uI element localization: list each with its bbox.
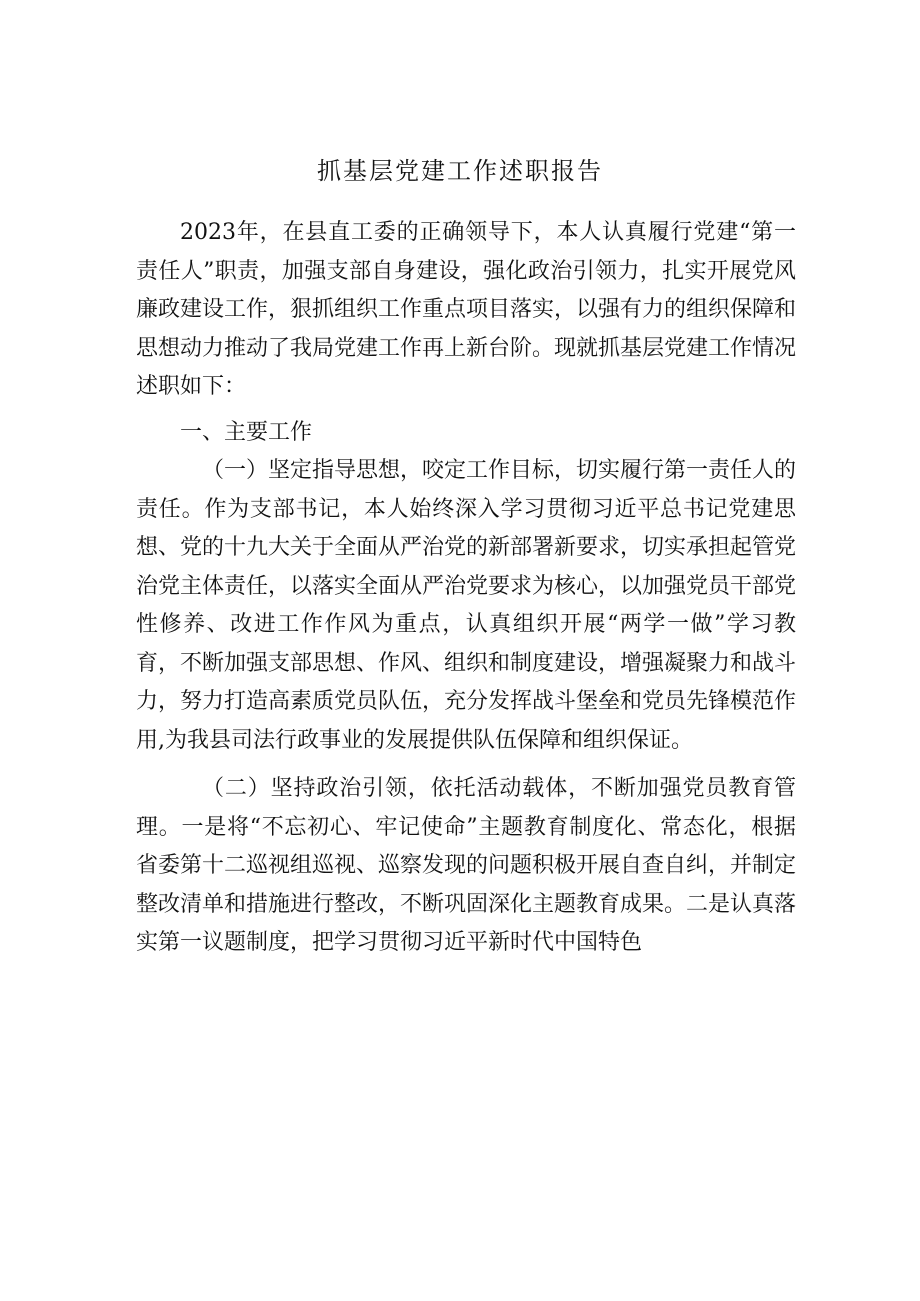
item-2-paragraph: （二）坚持政治引领，依托活动载体，不断加强党员教育管理。一是将“不忘初心、牢记使命”主题教育制度化、常态化，根据省委第十二巡视组巡视、巡察发现的问题积极开展自查自纠，并制定整改清单和措施进行整改，不断巩固深化主题教育成果。二是认真落实第一议题制度，把学习贯彻习近平新时代中国特色 (136, 776, 797, 955)
spacer (136, 760, 796, 770)
item-1-paragraph: （一）坚定指导思想，咬定工作目标，切实履行第一责任人的责任。作为支部书记，本人始终深入学习贯彻习近平总书记党建思想、党的十九大关于全面从严治党的新部署新要求，切实承担起管党治党主体责任，以落实全面从严治党要求为核心，以加强党员干部党性修养、改进工作作风为重点，认真组织开展“两学一做”学习教育，不断加强支部思想、作风、组织和制度建设，增强凝聚力和战斗力，努力打造高素质党员队伍，充分发挥战斗堡垒和党员先锋模范作用,为我县司法行政事业的发展提供队伍保障和组织保证。 (136, 458, 797, 753)
document-title: 抓基层党建工作述职报告 (317, 157, 603, 185)
intro-paragraph: 2023年，在县直工委的正确领导下，本人认真履行党建“第一责任人”职责，加强支部自身建设，强化政治引领力，扎实开展党风廉政建设工作，狠抓组织工作重点项目落实，以强有力的组织保障和思想动力推动了我局党建工作再上新台阶。现就抓基层党建工作情况述职如下： (136, 220, 797, 399)
spacer (136, 407, 796, 414)
section-heading: 一、主要工作 (180, 419, 313, 445)
document-body (136, 214, 796, 963)
